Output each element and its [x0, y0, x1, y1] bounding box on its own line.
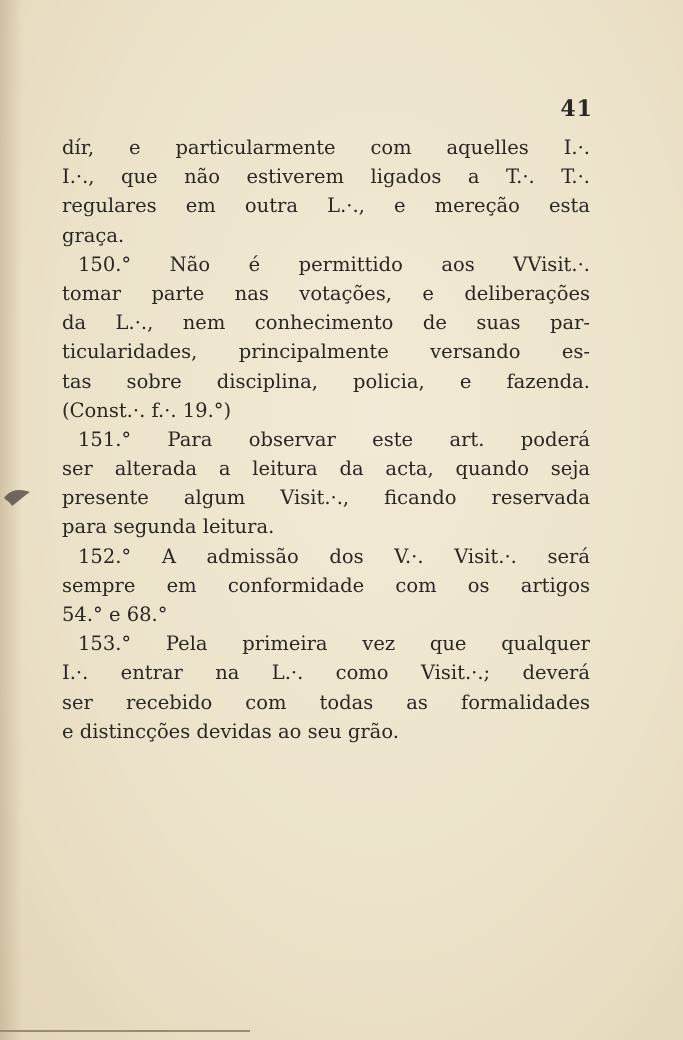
ink-smudge: [2, 484, 32, 510]
bottom-rule: [0, 1030, 250, 1032]
text-line: tomar parte nas votações, e deliberações: [62, 281, 590, 305]
text-line: regulares em outra L.·., e mereção esta: [62, 194, 590, 218]
text-line: da L.·., nem conhecimento de suas par-: [62, 311, 590, 335]
text-line: sempre em conformidade com os artigos: [62, 573, 590, 597]
text-line: ser recebido com todas as formalidades: [62, 690, 590, 714]
text-line: ticularidades, principalmente versando es-: [62, 340, 590, 364]
text-line: 54.° e 68.°: [62, 603, 168, 626]
article-151-start: 151.° Para observar este art. poderá: [78, 427, 590, 451]
text-line: tas sobre disciplina, policia, e fazenda.: [62, 369, 590, 393]
text-line: ser alterada a leitura da acta, quando seja: [62, 457, 590, 481]
text-line: dír, e particularmente com aquelles I.·.: [62, 136, 590, 159]
article-153-start: 153.° Pela primeira vez que qualquer: [78, 632, 590, 656]
article-150-start: 150.° Não é permittido aos VVisit.·.: [78, 252, 590, 276]
text-line: (Const.·. f.·. 19.°): [62, 398, 232, 422]
page-number: 41: [560, 96, 593, 122]
text-line: graça.: [62, 223, 125, 247]
article-152-start: 152.° A admissão dos V.·. Visit.·. será: [78, 544, 590, 568]
text-line: para segunda leitura.: [62, 515, 275, 539]
binding-edge-shadow: [0, 0, 22, 1040]
body-text: [62, 133, 590, 746]
text-line: I.·. entrar na L.·. como Visit.·.; deverá: [62, 661, 590, 685]
text-line: presente algum Visit.·., ficando reservada: [62, 486, 590, 510]
text-line: I.·., que não estiverem ligados a T.·. T.·.: [62, 165, 590, 189]
text-line: e distincções devidas ao seu grão.: [62, 719, 399, 743]
